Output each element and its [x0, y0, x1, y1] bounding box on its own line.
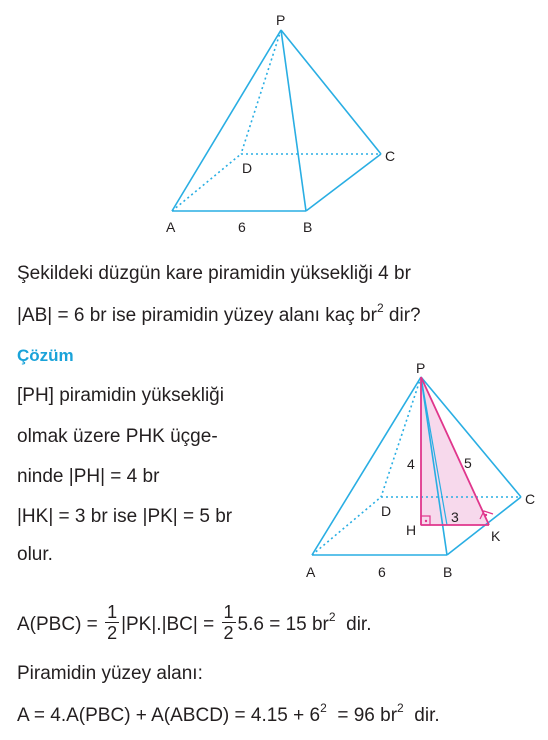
fig2-label-d: D	[381, 503, 392, 519]
fig2-label-p: P	[416, 360, 426, 376]
fraction-1-numerator: 1	[107, 602, 118, 622]
problem-line-1: Şekildeki düzgün kare piramidin yüksekliği 4 br	[17, 263, 411, 284]
fraction-half-1	[105, 602, 119, 643]
formula2-part-b: = 96 br	[326, 705, 398, 726]
fig2-label-ph: 4	[407, 456, 415, 472]
solution-line-4: |HK| = 3 br ise |PK| = 5 br	[17, 506, 233, 527]
fig2-label-h: H	[406, 522, 417, 538]
formula2-sup-1: 2	[320, 700, 327, 715]
solution-line-2: olmak üzere PHK üçge-	[17, 426, 218, 447]
problem-line-2-end: dir?	[383, 305, 421, 326]
formula1-lhs: A(PBC) =	[17, 613, 104, 635]
fig2-label-k: K	[491, 528, 501, 544]
problem-line-2-sup: 2	[376, 300, 384, 315]
fig2-label-pk: 5	[464, 455, 472, 471]
problem-line-2-text: |AB| = 6 br ise piramidin yüzey alanı kaç br	[17, 305, 377, 326]
fig2-label-b: B	[443, 564, 453, 580]
fraction-2-numerator: 1	[223, 602, 234, 622]
fig1-label-d: D	[242, 160, 253, 176]
solution-line-1: [PH] piramidin yüksekliği	[17, 385, 224, 406]
formula2-part-c: dir.	[403, 705, 440, 726]
surface-area-label: Piramidin yüzey alanı:	[17, 663, 203, 684]
formula2-sup-2: 2	[397, 700, 404, 715]
solution-title: Çözüm	[17, 346, 74, 365]
formula2-part-a: A = 4.A(PBC) + A(ABCD) = 4.15 + 6	[17, 705, 321, 726]
formula-area-pbc: A(PBC) = $\frac{1}{2}$ |PK|.|BC| = $\frac{1}{2}$ 5.6 = 15 br $^2$ dir.	[17, 602, 372, 643]
fraction-1-denominator: 2	[107, 623, 118, 643]
fig2-label-a: A	[306, 564, 316, 580]
solution-line-5: olur.	[17, 544, 53, 565]
fig1-label-ab: 6	[238, 219, 246, 235]
formula1-rhs: 5.6 = 15 br	[237, 613, 329, 635]
formula1-tail: dir.	[335, 613, 372, 635]
fig1-label-c: C	[385, 148, 396, 164]
fraction-half-2	[222, 602, 236, 643]
fig1-label-a: A	[166, 219, 176, 235]
formula1-mid: |PK|.|BC| =	[121, 613, 220, 635]
formula-total-area	[17, 700, 440, 727]
solution-line-3: ninde |PH| = 4 br	[17, 466, 160, 487]
fig1-label-p: P	[276, 12, 286, 28]
fig2-label-c: C	[525, 491, 536, 507]
fraction-2-denominator: 2	[223, 623, 234, 643]
fig2-label-ab: 6	[378, 564, 386, 580]
fig2-label-hk: 3	[451, 509, 459, 525]
fig1-label-b: B	[303, 219, 313, 235]
